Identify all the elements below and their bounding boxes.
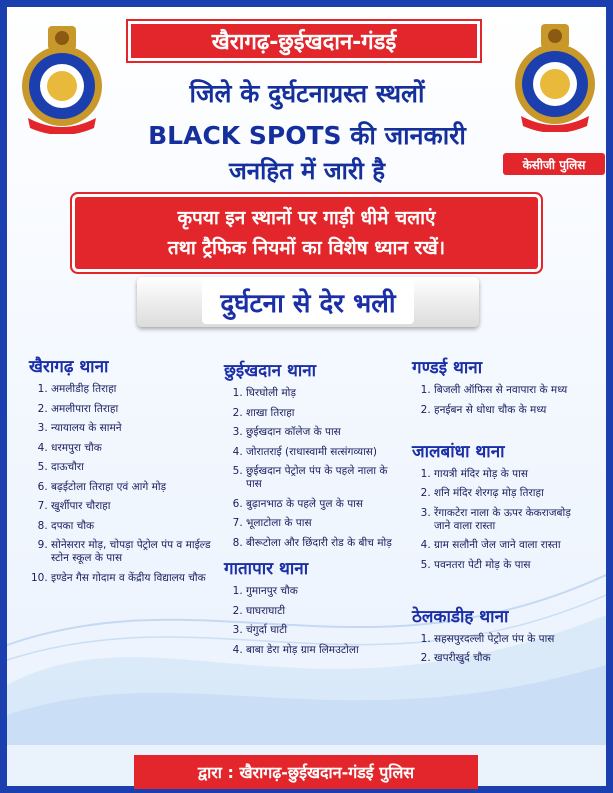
list-item: 7. खुर्शीपार चौराहा: [51, 500, 225, 513]
list-item: 1. गुमानपुर चौक: [246, 585, 404, 598]
footer-credit: द्वारा : खैरागढ़-छुईखदान-गंडई पुलिस: [134, 755, 478, 789]
list-item: 4. ग्राम सलौनी जेल जाने वाला रास्ता: [434, 539, 590, 552]
list-thelkadih: [412, 633, 590, 666]
column-chhuikhadan-gatapar: [224, 358, 404, 663]
section-title-thelkadih: ठेलकाडीह थाना: [412, 606, 509, 627]
list-item: 3. रेंगाकटेरा नाला के ऊपर केकराजबोड़ जाने वाला रास्ता: [434, 507, 590, 533]
list-item: 7. भूलाटोला के पास: [246, 517, 404, 530]
list-item: 3. छुईखदान कॉलेज के पास: [246, 426, 404, 439]
list-item: 10. इण्डेन गैस गोदाम व केंद्रीय विद्यालय चौक: [51, 572, 225, 585]
column-gandai-jalbandha-thelkadih: [412, 355, 590, 672]
list-item: 3. चंगुर्दा घाटी: [246, 624, 404, 637]
list-item: 4. बाबा डेरा मोड़ ग्राम लिमउटोला: [246, 644, 404, 657]
list-item: 2. खपरीखुर्द चौक: [434, 652, 590, 665]
list-item: 2. शाखा तिराहा: [246, 407, 404, 420]
list-item: 6. बुढ़ानभाठ के पहले पुल के पास: [246, 498, 404, 511]
list-item: 1. गायत्री मंदिर मोड़ के पास: [434, 468, 590, 481]
list-khairagarh: [29, 383, 225, 585]
list-gatapar: [224, 585, 404, 657]
headline-line-2: BLACK SPOTS की जानकारी: [148, 121, 466, 150]
list-item: 1. सहसपुरदल्ली पेट्रोल पंप के पास: [434, 633, 590, 646]
list-item: 3. न्यायालय के सामने: [51, 422, 225, 435]
notice-line-2: तथा ट्रैफिक नियमों का विशेष ध्यान रखें।: [167, 237, 446, 259]
section-title-gandai: गण्डई थाना: [412, 358, 483, 378]
notice-line-1: कृपया इन स्थानों पर गाड़ी धीमे चलाएं: [177, 207, 436, 229]
police-emblem-left-icon: [14, 24, 110, 134]
list-jalbandha: [412, 468, 590, 572]
list-item: 4. जोरातराई (राधास्वामी सत्संगव्यास): [246, 446, 404, 459]
list-item: 6. बढ़ईटोला तिराहा एवं आगे मोड़: [51, 481, 225, 494]
list-item: 5. छुईखदान पेट्रोल पंप के पहले नाला के पास: [246, 465, 404, 491]
list-item: 1. बिजली ऑफिस से नवापारा के मध्य: [434, 384, 590, 397]
list-item: 8. दपका चौक: [51, 520, 225, 533]
list-item: 9. सोनेसरार मोड़, चोपड़ा पेट्रोल पंप व माईल्ड स्टोन स्कूल के पास: [51, 539, 225, 565]
kcg-police-badge: केसीजी पुलिस: [503, 153, 605, 175]
list-item: 1. घिरघोली मोड़: [246, 387, 404, 400]
section-title-jalbandha: जालबांधा थाना: [412, 441, 505, 462]
headline-line-3: जनहित में जारी है: [229, 157, 385, 185]
slogan-text: दुर्घटना से देर भली: [202, 280, 413, 324]
list-chhuikhadan: [224, 387, 404, 550]
list-item: 2. अमलीपारा तिराहा: [51, 403, 225, 416]
district-title-banner: खैरागढ़-छुईखदान-गंडई: [128, 21, 480, 61]
slogan-panel: [137, 277, 479, 327]
headline-line-1: जिले के दुर्घटनाग्रस्त स्थलों: [189, 79, 425, 108]
list-item: 1. अमलीडीह तिराहा: [51, 383, 225, 396]
section-title-gatapar: गातापार थाना: [224, 559, 309, 579]
list-item: 2. हनईबन से धोधा चौक के मध्य: [434, 404, 590, 417]
list-item: 5. दाऊचौरा: [51, 461, 225, 474]
list-item: 2. घाघराघाटी: [246, 605, 404, 618]
police-emblem-right-icon: [507, 22, 603, 132]
list-item: 5. पवनतरा पेटी मोड़ के पास: [434, 559, 590, 572]
column-khairagarh: [29, 354, 225, 591]
list-item: 4. धरमपुरा चौक: [51, 442, 225, 455]
list-item: 2. शनि मंदिर शेरगढ़ मोड़ तिराहा: [434, 487, 590, 500]
notice-box: [75, 197, 538, 269]
section-title-khairagarh: खैरागढ़ थाना: [29, 357, 109, 377]
list-item: 8. बीरूटोला और छिंदारी रोड के बीच मोड़: [246, 537, 404, 550]
section-title-chhuikhadan: छुईखदान थाना: [224, 361, 317, 381]
list-gandai: [412, 384, 590, 417]
